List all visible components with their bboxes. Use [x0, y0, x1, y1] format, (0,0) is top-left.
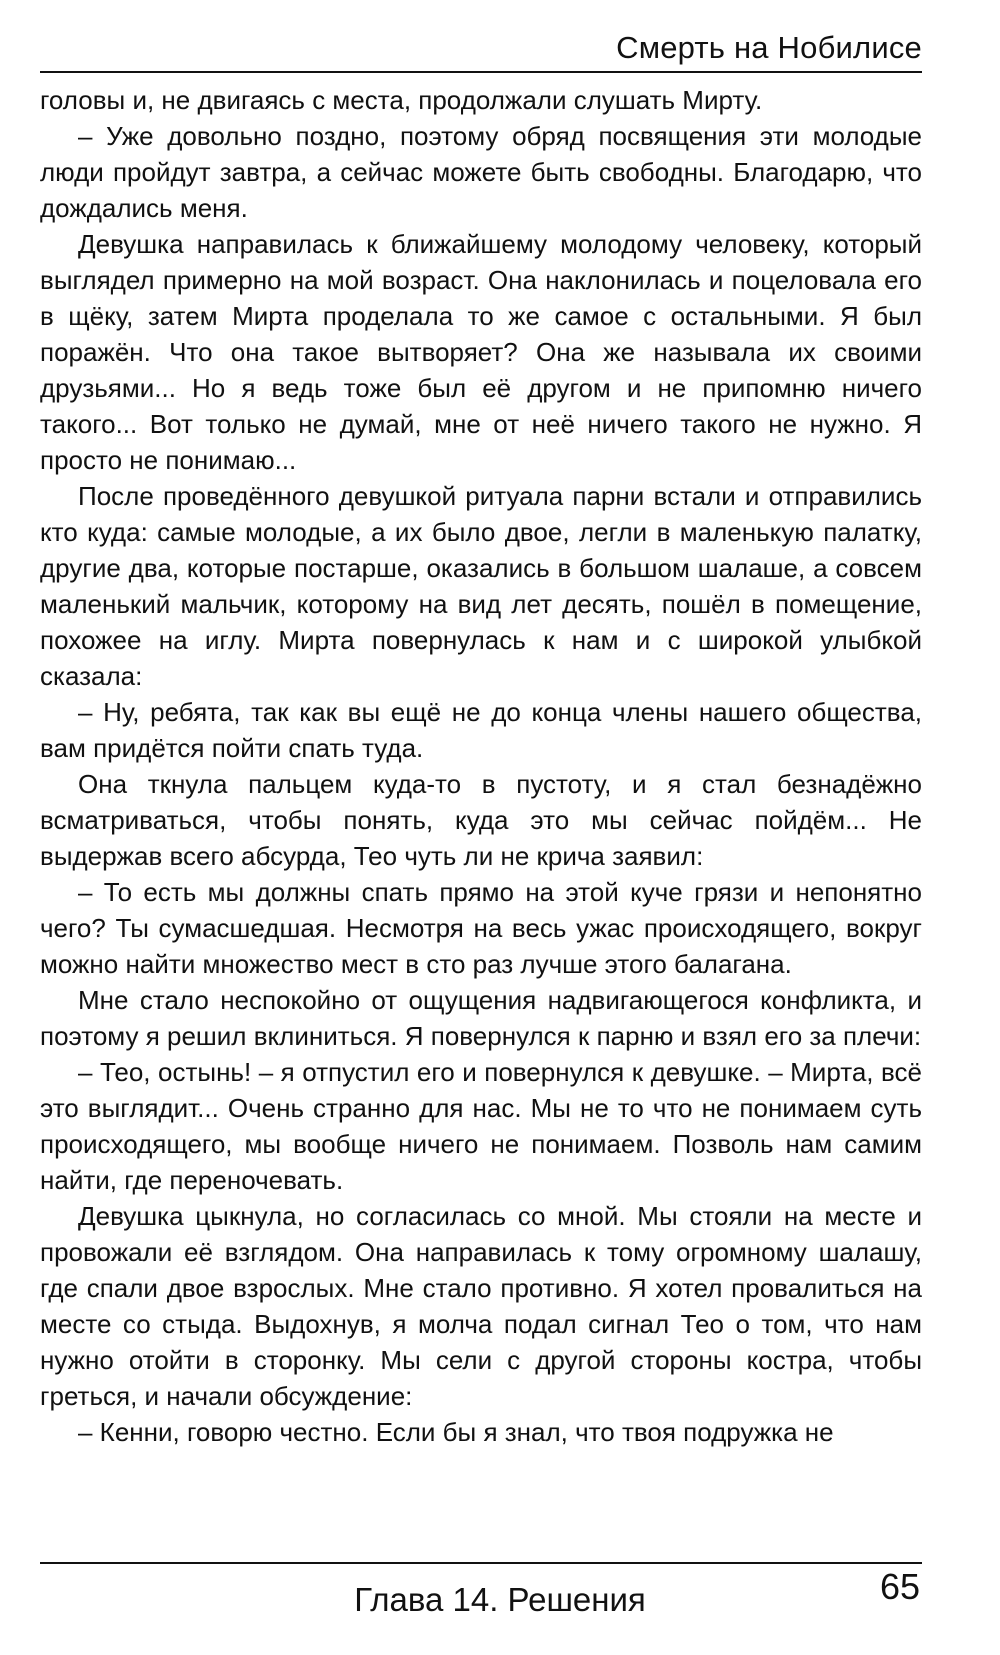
paragraph: головы и, не двигаясь с места, продолжали слушать Мирту.: [40, 85, 763, 115]
paragraph: Девушка направилась к ближайшему молодому человеку, который выглядел примерно на мой возраст. Она наклонилась и поцеловала его в щёку, затем Мирта проделала то же самое с остальными. Я был поражён. Что она такое вытворяет? Она же называла их своими друзьями... Но я ведь тоже был её другом и не припомню ничего такого... Вот только не думай, мне от неё ничего такого не нужно. Я просто не понимаю...: [40, 229, 922, 475]
paragraph: Она ткнула пальцем куда-то в пустоту, и я стал безнадёжно всматриваться, чтобы понять, куда это мы сейчас пойдём... Не выдержав всего абсурда, Тео чуть ли не крича заявил:: [40, 769, 922, 871]
paragraph: – То есть мы должны спать прямо на этой куче грязи и непонятно чего? Ты сумасшедшая. Несмотря на весь ужас происходящего, вокруг можно найти множество мест в сто раз лучше этого балагана.: [40, 877, 922, 979]
running-title: Смерть на Нобилисе: [616, 30, 922, 65]
paragraph: Мне стало неспокойно от ощущения надвигающегося конфликта, и поэтому я решил вклиниться. Я повернулся к парню и взял его за плечи:: [40, 985, 922, 1051]
paragraph: Девушка цыкнула, но согласилась со мной. Мы стояли на месте и провожали её взглядом. Она направилась к тому огромному шалашу, где спали двое взрослых. Мне стало противно. Я хотел провалиться на месте со стыда. Выдохнув, я молча подал сигнал Тео о том, что нам нужно отойти в сторонку. Мы сели с другой стороны костра, чтобы греться, и начали обсуждение:: [40, 1201, 922, 1411]
header-rule: [40, 71, 922, 73]
paragraph: – Кенни, говорю честно. Если бы я знал, что твоя подружка не: [78, 1417, 834, 1447]
paragraph: После проведённого девушкой ритуала парни встали и отправились кто куда: самые молодые, а их было двое, легли в маленькую палатку, другие два, которые постарше, оказались в большом шалаше, а совсем маленький мальчик, которому на вид лет десять, пошёл в помещение, похожее на иглу. Мирта повернулась к нам и с широкой улыбкой сказала:: [40, 481, 922, 691]
chapter-title: Глава 14. Решения: [354, 1581, 646, 1618]
footer-rule: [40, 1562, 922, 1564]
paragraph: – Уже довольно поздно, поэтому обряд посвящения эти молодые люди пройдут завтра, а сейчас можете быть свободны. Благодарю, что дождались меня.: [40, 121, 922, 223]
paragraph: – Тео, остынь! – я отпустил его и повернулся к девушке. – Мирта, всё это выглядит... Очень странно для нас. Мы не то что не понимаем суть происходящего, мы вообще ничего не понимаем. Позволь нам самим найти, где переночевать.: [40, 1057, 922, 1195]
body-text: [40, 82, 922, 1450]
paragraph: – Ну, ребята, так как вы ещё не до конца члены нашего общества, вам придётся пойти спать туда.: [40, 697, 922, 763]
page-number: 65: [879, 1566, 920, 1607]
